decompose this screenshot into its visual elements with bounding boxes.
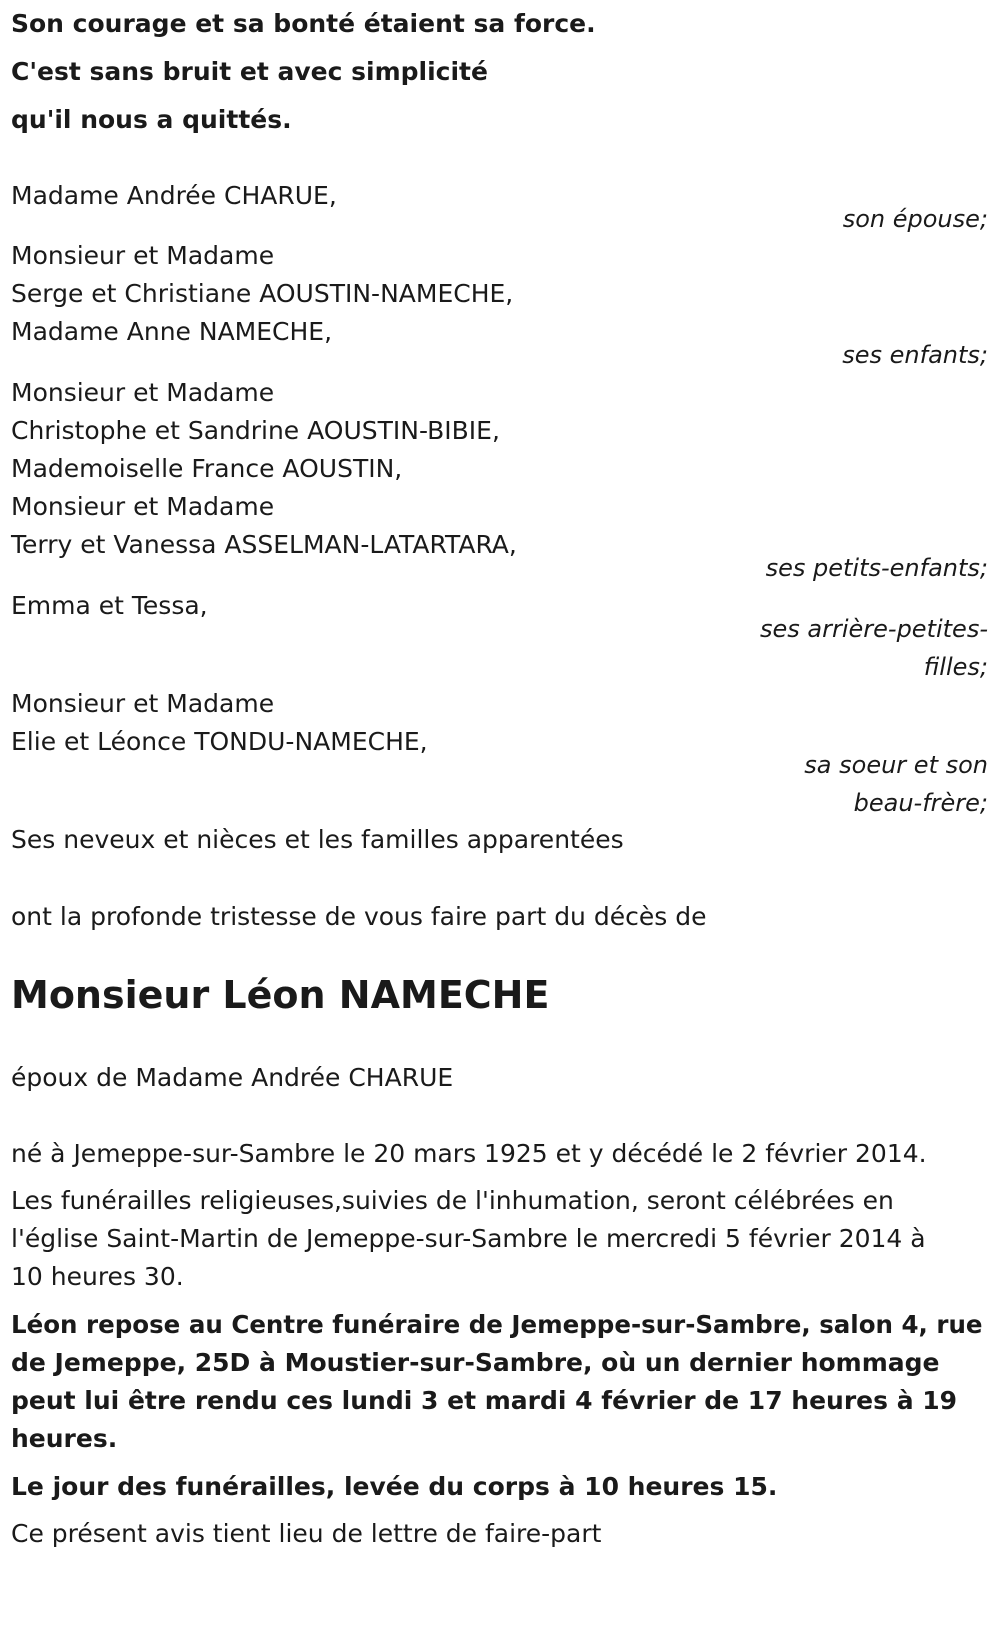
children-line-1: Monsieur et Madame bbox=[11, 241, 275, 270]
rest-line-4: heures. bbox=[11, 1424, 118, 1453]
rest-line-2: de Jemeppe, 25D à Moustier-sur-Sambre, où un dernier hommage bbox=[11, 1348, 940, 1377]
grandchildren-line-1: Monsieur et Madame bbox=[11, 378, 275, 407]
spouse-name: Madame Andrée CHARUE, bbox=[11, 181, 337, 210]
great-grandchildren-role-1: ses arrière-petites- bbox=[760, 615, 988, 643]
rest-line-1: Léon repose au Centre funéraire de Jemeppe-sur-Sambre, salon 4, rue bbox=[11, 1310, 983, 1339]
sibling-line-2: Elie et Léonce TONDU-NAMECHE, bbox=[11, 727, 428, 756]
grandchildren-role: ses petits-enfants; bbox=[765, 554, 988, 582]
children-role: ses enfants; bbox=[842, 341, 988, 369]
spouse-role: son épouse; bbox=[842, 205, 988, 233]
announcement-intro: ont la profonde tristesse de vous faire part du décès de bbox=[11, 902, 707, 931]
sibling-role-2: beau-frère; bbox=[853, 789, 988, 817]
funeral-line-1: Les funérailles religieuses,suivies de l'inhumation, seront célébrées en bbox=[11, 1186, 894, 1215]
deceased-name: Monsieur Léon NAMECHE bbox=[11, 973, 550, 1017]
quote-line-1: Son courage et sa bonté étaient sa force. bbox=[11, 9, 596, 38]
sibling-line-1: Monsieur et Madame bbox=[11, 689, 275, 718]
great-grandchildren-role-2: filles; bbox=[923, 653, 988, 681]
grandchildren-line-4: Monsieur et Madame bbox=[11, 492, 275, 521]
rest-line-3: peut lui être rendu ces lundi 3 et mardi 4 février de 17 heures à 19 bbox=[11, 1386, 958, 1415]
children-line-3: Madame Anne NAMECHE, bbox=[11, 317, 333, 346]
quote-line-3: qu'il nous a quittés. bbox=[11, 105, 292, 134]
sibling-role-1: sa soeur et son bbox=[804, 751, 988, 779]
birth-death-line: né à Jemeppe-sur-Sambre le 20 mars 1925 et y décédé le 2 février 2014. bbox=[11, 1139, 927, 1168]
grandchildren-line-3: Mademoiselle France AOUSTIN, bbox=[11, 454, 403, 483]
great-grandchildren-names: Emma et Tessa, bbox=[11, 591, 208, 620]
closing-line: Ce présent avis tient lieu de lettre de faire-part bbox=[11, 1519, 602, 1548]
quote-line-2: C'est sans bruit et avec simplicité bbox=[11, 57, 488, 86]
relatives-line: Ses neveux et nièces et les familles apparentées bbox=[11, 825, 624, 854]
levee-line: Le jour des funérailles, levée du corps à 10 heures 15. bbox=[11, 1472, 778, 1501]
spouse-of-line: époux de Madame Andrée CHARUE bbox=[11, 1063, 454, 1092]
children-line-2: Serge et Christiane AOUSTIN-NAMECHE, bbox=[11, 279, 514, 308]
funeral-line-3: 10 heures 30. bbox=[11, 1262, 184, 1291]
funeral-line-2: l'église Saint-Martin de Jemeppe-sur-Sambre le mercredi 5 février 2014 à bbox=[11, 1224, 926, 1253]
grandchildren-line-2: Christophe et Sandrine AOUSTIN-BIBIE, bbox=[11, 416, 500, 445]
grandchildren-line-5: Terry et Vanessa ASSELMAN-LATARTARA, bbox=[11, 530, 517, 559]
